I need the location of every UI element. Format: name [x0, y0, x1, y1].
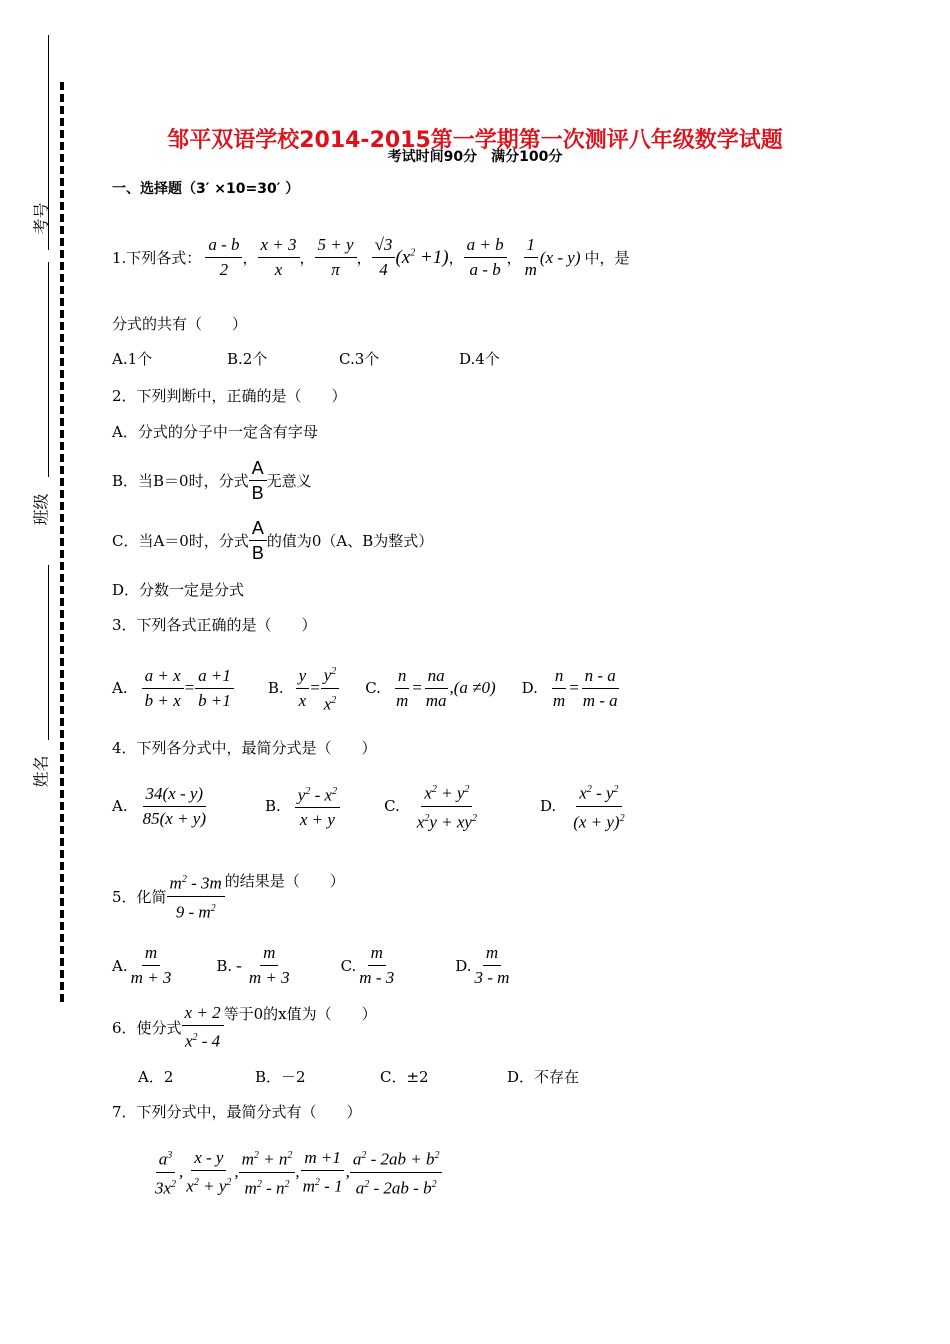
- question-1: 1.下列各式： $\frac{a - b}{2}$ ， $\frac{x + 3}{x}$ ， $\frac{5 + y}{\pi}$ ， $\frac{√3}{4}$ $(x^2 +1)$ ， $\frac{a + b}{a - b}$ ， $\frac{1}{m}$ (x - y) 中，是: [112, 235, 630, 279]
- q2-option-c: C．当A＝0时，分式 $\frac{A}{B}$ 的值为0（A、B为整式）: [112, 518, 434, 563]
- fraction: $\frac{x + 3}{x}$: [258, 235, 300, 280]
- q2-option-d: D．分数一定是分式: [112, 581, 245, 599]
- question-2: 2．下列判断中，正确的是（ ）: [112, 387, 347, 405]
- name-label: 姓名: [31, 755, 51, 788]
- fraction: $\frac{y^2}{x^2}$: [321, 662, 340, 714]
- question-4: 4．下列各分式中，最简分式是（ ）: [112, 739, 377, 757]
- fraction: $\frac{n}{m}$: [395, 665, 409, 710]
- fraction: $\frac{a - b}{2}$: [205, 235, 242, 280]
- question-6: 6．使分式 $\frac{x + 2}{x^2 - 4}$ 等于0的x值为（ ）: [112, 1003, 377, 1051]
- fraction: $\frac{y^2 - x^2}{x + y}$: [295, 782, 340, 831]
- fraction: $\frac{a + b}{a - b}$: [464, 235, 507, 280]
- fraction: $\frac{a +1}{b +1}$: [195, 666, 234, 711]
- fraction: $\frac{m}{m + 3}$: [130, 943, 172, 987]
- fraction: $\frac{n}{m}$: [552, 665, 566, 710]
- option-c: C.3个: [339, 350, 380, 368]
- fraction: $\frac{a^3}{3x^2}$: [152, 1146, 179, 1198]
- fraction: $\frac{na}{ma}$: [425, 665, 447, 710]
- fraction: $\frac{5 + y}{\pi}$: [315, 235, 357, 280]
- fraction: $\frac{34(x - y)}{85(x + y)}$: [142, 783, 206, 828]
- question-7: 7．下列分式中，最简分式有（ ）: [112, 1103, 362, 1121]
- binding-line: [48, 565, 49, 740]
- fraction: $\frac{x^2 + y^2}{x^2y + xy^2}$: [414, 780, 480, 832]
- fraction: $\frac{m}{3 - m}$: [474, 943, 510, 987]
- fraction: $\frac{A}{B}$: [249, 518, 267, 563]
- question-5: 5．化简 $\frac{m^2 - 3m}{9 - m^2}$ 的结果是（ ）: [112, 872, 345, 922]
- q5-options: A. $\frac{m}{m + 3}$ B. - $\frac{m}{m + 3}$ C. $\frac{m}{m - 3}$ D. $\frac{m}{3 - m}$: [112, 943, 512, 988]
- page-subtitle: 考试时间90分 满分100分: [387, 149, 563, 165]
- q2-option-b: B．当B＝0时，分式 $\frac{A}{B}$ 无意义: [112, 458, 312, 503]
- fraction: $\frac{m^2 - 3m}{9 - m^2}$: [167, 870, 225, 922]
- fraction: $\frac{n - a}{m - a}$: [582, 665, 618, 710]
- q7-expressions: $\frac{a^3}{3x^2}$ , $\frac{x - y}{x^2 + y^2}$ , $\frac{m^2 + n^2}{m^2 - n^2}$ , $\frac{m +1}{m^2 - 1}$ , $\frac{a^2 - 2ab + b^2}{a^2 - 2ab - b^2}$: [152, 1146, 442, 1198]
- q1-options: [112, 348, 500, 369]
- fraction: $\frac{a + x}{b + x}$: [142, 666, 184, 711]
- exam-number-label: 考号: [31, 202, 51, 235]
- fraction: $\frac{m}{m + 3}$: [248, 943, 290, 987]
- q3-options: A. $\frac{a + x}{b + x}$ = $\frac{a +1}{b +1}$ B. $\frac{y}{x}$ = $\frac{y^2}{x^2}$ C. $\frac{n}{m}$ = $\frac{na}{ma}$ ,(a ≠0) D. $\frac{n}{m}$ = $\frac{n - a}{m - a}$: [112, 662, 621, 714]
- fraction: $\frac{m^2 + n^2}{m^2 - n^2}$: [239, 1146, 296, 1198]
- fraction: $\frac{x + 2}{x^2 - 4}$: [182, 1003, 224, 1052]
- fraction: $\frac{A}{B}$: [249, 458, 267, 503]
- fraction: $\frac{m +1}{m^2 - 1}$: [302, 1147, 343, 1196]
- fraction: $\frac{x^2 - y^2}{(x + y)^2}$: [570, 780, 627, 832]
- option-b: B.2个: [227, 350, 268, 368]
- q2-option-a: A．分式的分子中一定含有字母: [112, 423, 318, 441]
- binding-line: [48, 262, 49, 477]
- section1-heading: 一、选择题（3′ ×10=30′ ）: [112, 181, 300, 197]
- q1-line2: 分式的共有（ ）: [112, 315, 248, 333]
- q1-suffix: 中，是: [584, 249, 630, 267]
- fraction: $\frac{1}{m}$: [524, 235, 537, 279]
- section-heading: [112, 178, 299, 198]
- q6-options: A．2 B．－2 C．±2 D．不存在: [138, 1068, 580, 1086]
- q4-options: A. $\frac{34(x - y)}{85(x + y)}$ B. $\frac{y^2 - x^2}{x + y}$ C. $\frac{x^2 + y^2}{x^2y + xy^2}$ D. $\frac{x^2 - y^2}{(x + y)^2}$: [112, 780, 628, 832]
- fraction: $\frac{m}{m - 3}$: [359, 943, 395, 987]
- fraction: $\frac{y}{x}$: [296, 666, 310, 711]
- question-3: 3．下列各式正确的是（ ）: [112, 616, 317, 634]
- fraction: $\frac{x - y}{x^2 + y^2}$: [186, 1147, 232, 1196]
- class-label: 班级: [31, 493, 51, 526]
- dashed-cut-line: [60, 82, 64, 1002]
- page-title: 邹平双语学校2014-2015第一学期第一次测评八年级数学试题: [167, 128, 783, 153]
- option-a: A.1个: [112, 350, 153, 368]
- fraction: $\frac{√3}{4}$: [372, 235, 396, 280]
- q1-prefix: 1.下列各式：: [112, 249, 202, 267]
- option-d: D.4个: [459, 350, 500, 368]
- fraction: $\frac{a^2 - 2ab + b^2}{a^2 - 2ab - b^2}$: [350, 1146, 443, 1198]
